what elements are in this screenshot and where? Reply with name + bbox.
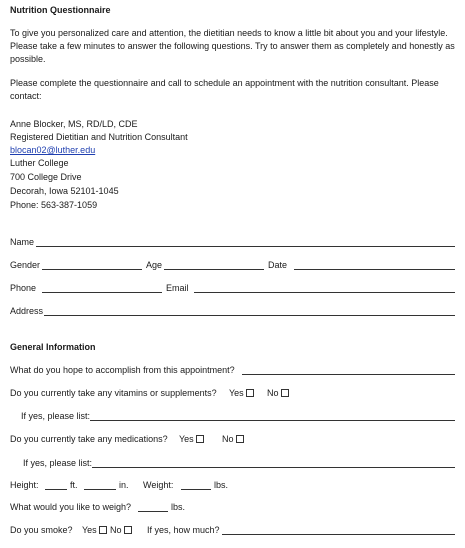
weight-field[interactable] [181, 489, 211, 490]
contact-org: Luther College [10, 158, 69, 168]
smoke-yes-option[interactable] [82, 525, 107, 536]
contact-email-link[interactable]: blocan02@luther.edu [10, 145, 96, 155]
vitamins-list-label: If yes, please list: [21, 411, 91, 421]
contact-street: 700 College Drive [10, 172, 82, 182]
name-field[interactable] [36, 246, 455, 247]
contact-name: Anne Blocker, MS, RD/LD, CDE [10, 119, 138, 129]
vitamins-no-checkbox[interactable] [281, 389, 289, 397]
height-label: Height: [10, 480, 39, 490]
smoke-no-checkbox[interactable] [124, 526, 132, 534]
medications-list-field[interactable] [92, 467, 455, 468]
accomplish-field[interactable] [242, 374, 455, 375]
email-field[interactable] [194, 292, 455, 293]
document-title: Nutrition Questionnaire [10, 5, 111, 15]
medications-yes-option[interactable] [179, 434, 204, 445]
height-ft-field[interactable] [45, 489, 67, 490]
email-label: Email [166, 283, 189, 293]
smoke-amount-label: If yes, how much? [147, 525, 220, 535]
vitamins-yes-checkbox[interactable] [246, 389, 254, 397]
vitamins-no-option[interactable] [267, 388, 289, 399]
vitamins-question: Do you currently take any vitamins or supplements? [10, 388, 217, 398]
height-in-field[interactable] [84, 489, 116, 490]
instruction-line-1: Please complete the questionnaire and call to schedule an appointment with the nutrition consultant. Please [10, 78, 439, 88]
smoke-no-label: No [110, 525, 122, 535]
smoke-yes-label: Yes [82, 525, 97, 535]
intro-line-1: To give you personalized care and attention, the dietitian needs to know a little bit about you and your lifestyle. [10, 28, 448, 38]
target-weight-question: What would you like to weigh? [10, 502, 132, 512]
contact-role: Registered Dietitian and Nutrition Consultant [10, 132, 188, 142]
target-weight-field[interactable] [138, 511, 168, 512]
phone-label: Phone [10, 283, 37, 293]
address-label: Address [10, 306, 44, 316]
accomplish-question: What do you hope to accomplish from this appointment? [10, 365, 235, 375]
instruction-line-2: contact: [10, 91, 42, 101]
medications-no-label: No [222, 434, 234, 444]
medications-question: Do you currently take any medications? [10, 434, 168, 444]
phone-field[interactable] [42, 292, 162, 293]
vitamins-yes-option[interactable] [229, 388, 254, 399]
contact-phone: Phone: 563-387-1059 [10, 200, 98, 210]
general-info-heading: General Information [10, 342, 96, 352]
age-field[interactable] [164, 269, 264, 270]
height-ft-unit: ft. [70, 480, 78, 490]
weight-label: Weight: [143, 480, 174, 490]
name-label: Name [10, 237, 35, 247]
target-weight-unit: lbs. [171, 502, 186, 512]
vitamins-no-label: No [267, 388, 279, 398]
medications-no-option[interactable] [222, 434, 244, 445]
medications-no-checkbox[interactable] [236, 435, 244, 443]
date-field[interactable] [294, 269, 455, 270]
weight-unit: lbs. [214, 480, 229, 490]
gender-label: Gender [10, 260, 41, 270]
medications-yes-checkbox[interactable] [196, 435, 204, 443]
contact-city: Decorah, Iowa 52101-1045 [10, 186, 119, 196]
vitamins-list-field[interactable] [90, 420, 455, 421]
vitamins-yes-label: Yes [229, 388, 244, 398]
height-in-unit: in. [119, 480, 129, 490]
medications-list-label: If yes, please list: [23, 458, 93, 468]
smoke-no-option[interactable] [110, 525, 132, 536]
smoke-question: Do you smoke? [10, 525, 73, 535]
smoke-amount-field[interactable] [222, 534, 455, 535]
date-label: Date [268, 260, 288, 270]
intro-line-2: Please take a few minutes to answer the following questions. Try to answer them as completely and honestly as [10, 41, 455, 51]
intro-line-3: possible. [10, 54, 46, 64]
address-field[interactable] [44, 315, 455, 316]
medications-yes-label: Yes [179, 434, 194, 444]
gender-field[interactable] [42, 269, 142, 270]
age-label: Age [146, 260, 163, 270]
smoke-yes-checkbox[interactable] [99, 526, 107, 534]
